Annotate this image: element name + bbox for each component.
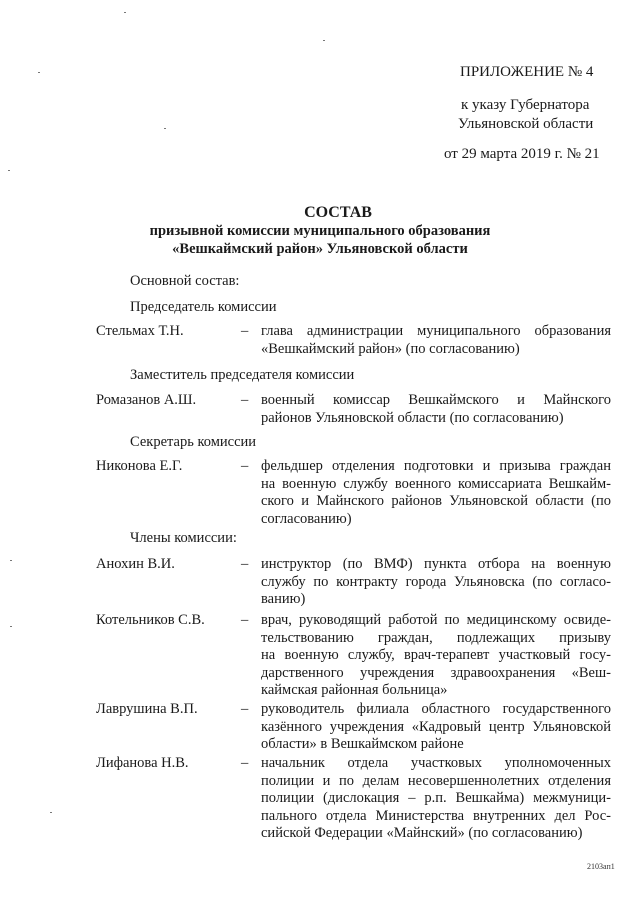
position-line: военный комиссар Вешкаймского и Майнского (261, 392, 611, 408)
section-main: Основной состав: (130, 273, 240, 289)
position-line: руководитель филиала областного государственного (261, 701, 611, 717)
decree-date: от 29 марта 2019 г. № 21 (444, 146, 600, 162)
person-position (261, 323, 611, 358)
dash: – (241, 701, 249, 717)
dash: – (241, 392, 249, 408)
section-deputy: Заместитель председателя комиссии (130, 367, 355, 383)
scan-speck (50, 812, 52, 813)
position-line: районов Ульяновской области (по согласованию) (261, 409, 564, 426)
person-name: Ромазанов А.Ш. (96, 392, 197, 408)
dash: – (241, 323, 249, 339)
position-line: полиции и по делам несовершеннолетних отделения (261, 772, 611, 789)
position-line: «Вешкаймский район» (по согласованию) (261, 340, 520, 357)
position-line: на военную службу военного комиссариата Вешкайм- (261, 475, 611, 492)
scan-speck (10, 560, 12, 561)
position-line: тельствованию граждан, подлежащих призыву (261, 629, 611, 646)
position-line: полиции (дислокация – р.п. Вешкайма) межмуници- (261, 790, 611, 806)
position-line: инструктор (по ВМФ) пункта отбора на военную (261, 556, 611, 572)
dash: – (241, 612, 249, 628)
decree-reference: к указу Губернатора (461, 97, 590, 113)
position-line: врач, руководящий работой по медицинскому освиде- (261, 612, 611, 628)
dash: – (241, 755, 249, 771)
person-name: Никонова Е.Г. (96, 458, 183, 474)
appendix-label: ПРИЛОЖЕНИЕ № 4 (460, 64, 594, 80)
scan-speck (323, 40, 325, 41)
position-line: каймская районная больница» (261, 682, 448, 698)
section-chair: Председатель комиссии (130, 299, 277, 315)
person-position (261, 755, 611, 843)
person-position (261, 612, 611, 700)
person-position (261, 392, 611, 427)
scan-speck (8, 170, 10, 171)
dash: – (241, 556, 249, 572)
scan-speck (124, 12, 126, 13)
person-position (261, 458, 611, 528)
region-name: Ульяновской области (458, 116, 594, 132)
doc-subtitle-line1: призывной комиссии муниципального образования (149, 223, 491, 239)
scan-speck (38, 72, 40, 73)
person-position (261, 556, 611, 609)
scan-speck (164, 128, 166, 129)
position-line: области» в Вешкаймском районе (261, 736, 464, 752)
position-line: пального отдела Министерства внутренних дел Рос- (261, 807, 611, 824)
position-line: на военную службу, врач-терапевт участковый госу- (261, 647, 611, 663)
person-name: Лаврушина В.П. (96, 701, 198, 717)
person-name: Котельников С.В. (96, 612, 205, 628)
position-line: ского и Майнского районов Ульяновской области (по (261, 493, 611, 509)
doc-title: СОСТАВ (304, 204, 372, 221)
section-members: Члены комиссии: (130, 530, 237, 546)
position-line: ванию) (261, 591, 306, 607)
position-line: дарственного учреждения здравоохранения «Веш- (261, 664, 611, 681)
person-name: Анохин В.И. (96, 556, 175, 572)
footer-code: 2103ап1 (587, 862, 615, 871)
position-line: фельдшер отделения подготовки и призыва граждан (261, 458, 611, 474)
position-line: глава администрации муниципального образования (261, 323, 611, 339)
person-position (261, 701, 611, 754)
position-line: сийской Федерации «Майнский» (по согласованию) (261, 825, 583, 841)
position-line: согласованию) (261, 510, 352, 527)
position-line: казённого учреждения «Кадровый центр Ульяновской (261, 718, 611, 735)
section-secretary: Секретарь комиссии (130, 434, 257, 450)
scan-speck (10, 626, 12, 627)
person-name: Лифанова Н.В. (96, 755, 189, 771)
position-line: начальник отдела участковых уполномоченных (261, 755, 611, 771)
person-name: Стельмах Т.Н. (96, 323, 184, 339)
doc-subtitle-line2: «Вешкаймский район» Ульяновской области (172, 241, 468, 257)
dash: – (241, 458, 249, 474)
position-line: службу по контракту города Ульяновска (по согласо- (261, 573, 611, 590)
